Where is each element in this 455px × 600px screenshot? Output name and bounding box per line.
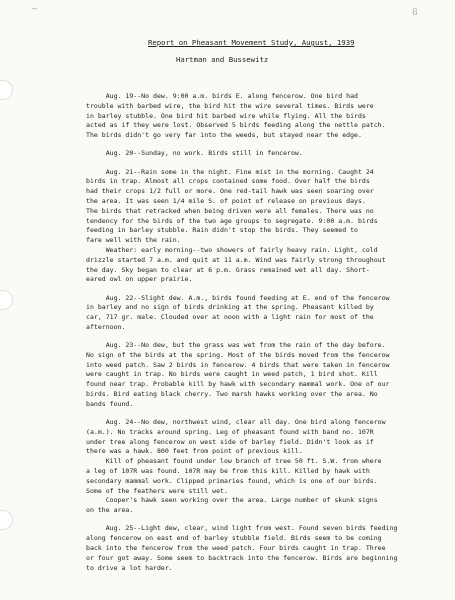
paragraph (86, 168, 426, 246)
text-line: birds in trap. Almost all crops contained some food. Over half the birds (86, 177, 370, 186)
punch-hole (0, 290, 13, 310)
text-line: in barley and no sign of birds drinking at the spring. Pheasant killed by (86, 303, 374, 312)
text-line: back into the fencerow from the weed patch. Four birds caught in trap. Three (86, 544, 386, 553)
report-authors: Hartman and Bussewitz (176, 55, 269, 64)
text-line: feeding in barley stubble. Rain didn't stop the birds. They seemed to (86, 226, 358, 235)
paragraph (86, 92, 426, 141)
text-line: Cooper's hawk seen working over the area. Large number of skunk signs (86, 496, 378, 505)
text-line: found near trap. Probable kill by hawk with secondary mammal work. One of our (86, 380, 390, 389)
text-line: or four got away. Some seem to backtrack into the fencerow. Birds are beginning (86, 553, 398, 562)
report-title: Report on Pheasant Movement Study, August, 1939 (148, 38, 355, 47)
text-line: to drive a lot harder. (86, 563, 173, 572)
text-line: under tree along fencerow on west side of barley field. Didn't look as if (86, 437, 374, 446)
text-line: Aug. 22--Slight dew. A.m., birds found feeding at E. end of the fencerow (86, 293, 390, 302)
punch-hole (0, 80, 13, 100)
paragraph (86, 418, 426, 457)
text-line: in barley stubble. One bird hit barbed wire while flying. All the birds (86, 111, 366, 120)
text-line: were caught in trap. No birds were caught in weed patch, 1 bird shot. Kill (86, 370, 378, 379)
text-line: Aug. 25--Light dew, clear, wind light from west. Found seven birds feeding (86, 524, 398, 533)
text-line: (a.m.). No tracks around spring. Leg of pheasant found with band no. 107R (86, 427, 374, 436)
text-line: Weather: early morning--two showers of fairly heavy rain. Light, cold (86, 245, 378, 254)
text-line: had their crops 1/2 full or more. One red-tail hawk was seen soaring over (86, 187, 374, 196)
report-body (86, 92, 426, 582)
text-line: there was a hawk. 800 feet from point of previous kill. (86, 447, 303, 456)
text-line: eared owl on upper prairie. (86, 275, 193, 284)
text-line: Aug. 24--No dew, northwest wind, clear all day. One bird along fencerow (86, 418, 386, 427)
paragraph (86, 246, 426, 285)
pencil-mark: 8 (412, 8, 418, 18)
paragraph (86, 149, 426, 159)
text-line: trouble with barbed wire, the bird hit the wire several times. Birds were (86, 101, 374, 110)
text-line: The birds that retracked when being driven were all females. There was no (86, 206, 374, 215)
text-line: No sign of the birds at the spring. Most of the birds moved from the fencerow (86, 350, 390, 359)
text-line: on the area. (86, 506, 134, 515)
text-line: The birds didn't go very far into the weeds, but stayed near the edge. (86, 131, 362, 140)
paragraph (86, 524, 426, 573)
text-line: acted as if they were lost. Observed 5 birds feeding along the nettle patch. (86, 121, 386, 130)
text-line: Some of the feathers were still wet. (86, 486, 228, 495)
text-line: a leg of 107R was found. 107R may be from this kill. Killed by hawk with (86, 467, 370, 476)
text-line: afternoon. (86, 322, 126, 331)
text-line: fare well with the rain. (86, 236, 181, 245)
paragraph (86, 341, 426, 410)
text-line: the day. Sky began to clear at 6 p.m. Grass remained wet all day. Short- (86, 265, 370, 274)
text-line: car, 717 gr. male. Clouded over at noon with a light rain for most of the (86, 313, 374, 322)
text-line: Aug. 19--No dew. 9:00 a.m. birds E. along fencerow. One bird had (86, 92, 358, 100)
text-line: tendency for the birds of the two age groups to segregate. 9:00 a.m. birds (86, 216, 378, 225)
paragraph (86, 496, 426, 516)
text-line: Aug. 21--Rain some in the night. Fine mist in the morning. Caught 24 (86, 167, 374, 176)
text-line: into weed patch. Saw 2 birds in fencerow. 4 birds that were taken in fencerow (86, 360, 390, 369)
paragraph (86, 457, 426, 496)
text-line: drizzle started 7 a.m. and quit at 11 a.m. Wind was fairly strong throughout (86, 255, 386, 264)
text-line: along fencerow on east end of barley stubble field. Birds seem to be coming (86, 534, 382, 543)
text-line: Kill of pheasant found under low branch of tree 50 ft. S.W. from where (86, 457, 382, 466)
text-line: Aug. 20--Sunday, no work. Birds still in fencerow. (86, 149, 303, 158)
punch-hole (0, 510, 13, 530)
paragraph (86, 294, 426, 333)
text-line: bands found. (86, 399, 134, 408)
pencil-dash: — (32, 4, 37, 13)
text-line: the area. It was seen 1/4 mile S. of point of release on previous days. (86, 196, 366, 205)
text-line: birds. Bird eating black cherry. Two marsh hawks working over the area. No (86, 390, 378, 399)
text-line: secondary mammal work. Clipped primaries found, which is one of our birds. (86, 476, 378, 485)
text-line: Aug. 23--No dew, but the grass was wet from the rain of the day before. (86, 341, 386, 350)
